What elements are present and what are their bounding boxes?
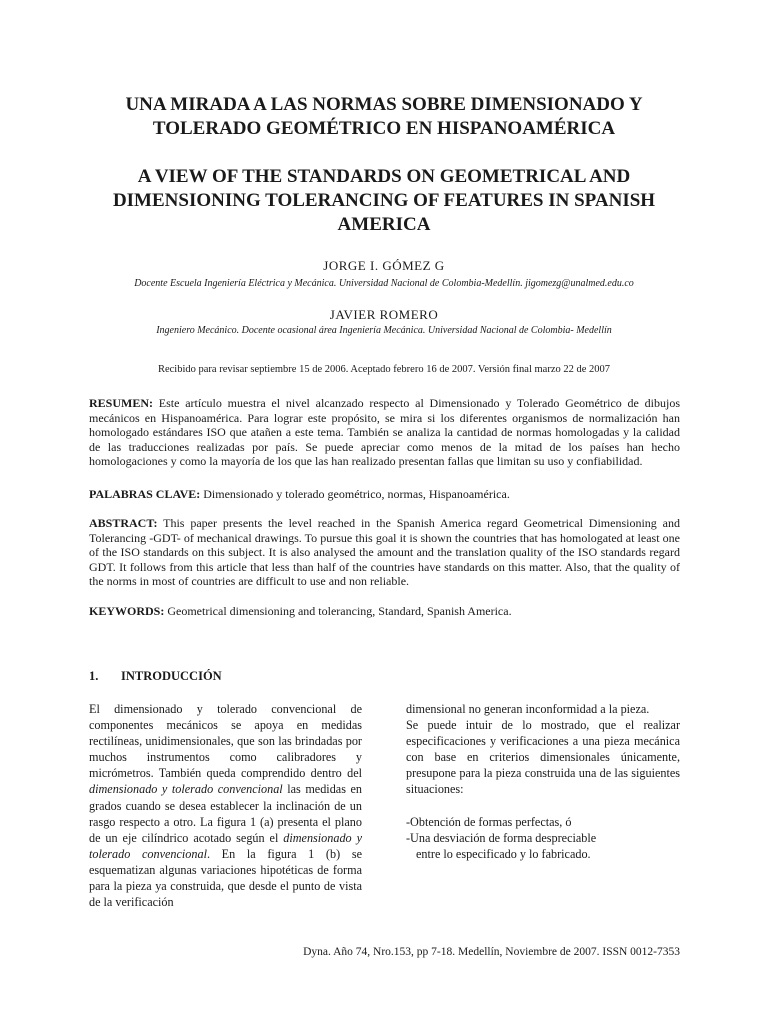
spacer — [406, 798, 680, 814]
palabras-clave-text: Dimensionado y tolerado geométrico, normas, Hispanoamérica. — [200, 487, 510, 501]
right-list-item-2-cont: entre lo especificado y lo fabricado. — [416, 846, 591, 861]
right-paragraph-1: dimensional no generan inconformidad a la pieza. — [406, 702, 650, 716]
author-name-2: JAVIER ROMERO — [329, 307, 439, 322]
resumen-label: RESUMEN: — [89, 396, 154, 410]
left-column-paragraph — [89, 701, 362, 910]
author-name-1: JORGE I. GÓMEZ G — [323, 258, 445, 273]
resumen-paragraph — [89, 396, 680, 469]
left-text-3: . En la figura 1 (b) se esquematizan algunas variaciones hipotéticas de forma para la pieza ya construida, que desde el punto de vista de la verificación — [89, 846, 362, 910]
left-italic-2: dimensionado y tolerado convencional — [89, 830, 362, 861]
section-title: INTRODUCCIÓN — [121, 669, 222, 683]
section-heading — [89, 669, 222, 684]
abstract-label: ABSTRACT: — [89, 516, 158, 530]
resumen-text: Este artículo muestra el nivel alcanzado respecto al Dimensionado y Tolerado Geométrico de dibujos mecánicos en Hispanoamérica. Para lograr este propósito, se mira si los diferentes organismos de normalización han homologado estándares ISO que atañen a este tema. También se analiza la cantidad de normas homologadas y la calidad de las traducciones realizadas por país. Se puede apreciar como menos de la mitad de los países han hecho homologaciones y como la mayoría de los que las han realizado presentan fallas que limitan su uso y confiabilidad. — [89, 396, 680, 468]
right-list-item-2: -Una desviación de forma despreciable — [406, 830, 597, 845]
section-number: 1. — [89, 669, 99, 683]
keywords-text: Geometrical dimensioning and tolerancing, Standard, Spanish America. — [164, 604, 512, 618]
title-english-line-1: A VIEW OF THE STANDARDS ON GEOMETRICAL AND — [137, 166, 631, 187]
left-text-2: las medidas en grados cuando se desea establecer la inclinación de un rasgo respecto a otro. La figura 1 (a) presenta el plano de un eje cilíndrico acotado según el — [89, 782, 362, 845]
title-spanish — [60, 93, 708, 141]
title-english-line-2: DIMENSIONING TOLERANCING OF FEATURES IN SPANISH — [112, 190, 656, 211]
left-column — [89, 701, 362, 910]
palabras-clave-paragraph — [89, 487, 680, 502]
palabras-clave-label: PALABRAS CLAVE: — [89, 487, 201, 501]
author-affiliation-1: Docente Escuela Ingeniería Eléctrica y Mecánica. Universidad Nacional de Colombia-Medellín. jigomezg@unalmed.edu.co — [134, 278, 634, 289]
abstract-text: This paper presents the level reached in the Spanish America regard Geometrical Dimensioning and Tolerancing -GDT- of mechanical drawings. To pursue this goal it is shown the countries that has homologated at least one of the ISO standards on this subject. It is also analysed the amount and the translation quality of the ISO standards regard GDT. It follows from this article that less than half of the countries have standards on this matter. Also, that the quality of the norms in most of countries are difficult to use and non reliable. — [89, 516, 680, 588]
right-paragraph-2: Se puede intuir de lo mostrado, que el realizar especificaciones y verificaciones a una pieza mecánica con base en criterios dimensionales únicamente, presupone para la pieza construida una de las siguientes situaciones: — [406, 718, 680, 797]
title-english-line-3: AMERICA — [337, 214, 431, 235]
keywords-paragraph — [89, 604, 680, 619]
keywords-label: KEYWORDS: — [89, 604, 165, 618]
author-affiliation-2: Ingeniero Mecánico. Docente ocasional área Ingeniería Mecánica. Universidad Nacional de Colombia- Medellín — [156, 325, 612, 336]
left-italic-1: dimensionado y tolerado convencional — [89, 782, 283, 797]
left-text-1: El dimensionado y tolerado convencional de componentes mecánicos se apoya en medidas rectilíneas, unidimensionales, que son las brindadas por muchos instrumentos como calibradores y micrómetros. También queda comprendido dentro del — [89, 702, 362, 781]
right-list-item-1: -Obtención de formas perfectas, ó — [406, 814, 572, 829]
title-spanish-line-1: UNA MIRADA A LAS NORMAS SOBRE DIMENSIONADO Y — [125, 94, 643, 115]
title-english — [60, 165, 708, 237]
right-column — [406, 701, 680, 862]
title-spanish-line-2: TOLERADO GEOMÉTRICO EN HISPANOAMÉRICA — [152, 118, 616, 139]
journal-footer: Dyna. Año 74, Nro.153, pp 7-18. Medellín, Noviembre de 2007. ISSN 0012-7353 — [303, 946, 680, 958]
submission-dates: Recibido para revisar septiembre 15 de 2006. Aceptado febrero 16 de 2007. Versión final marzo 22 de 2007 — [157, 364, 611, 375]
abstract-paragraph — [89, 516, 680, 589]
